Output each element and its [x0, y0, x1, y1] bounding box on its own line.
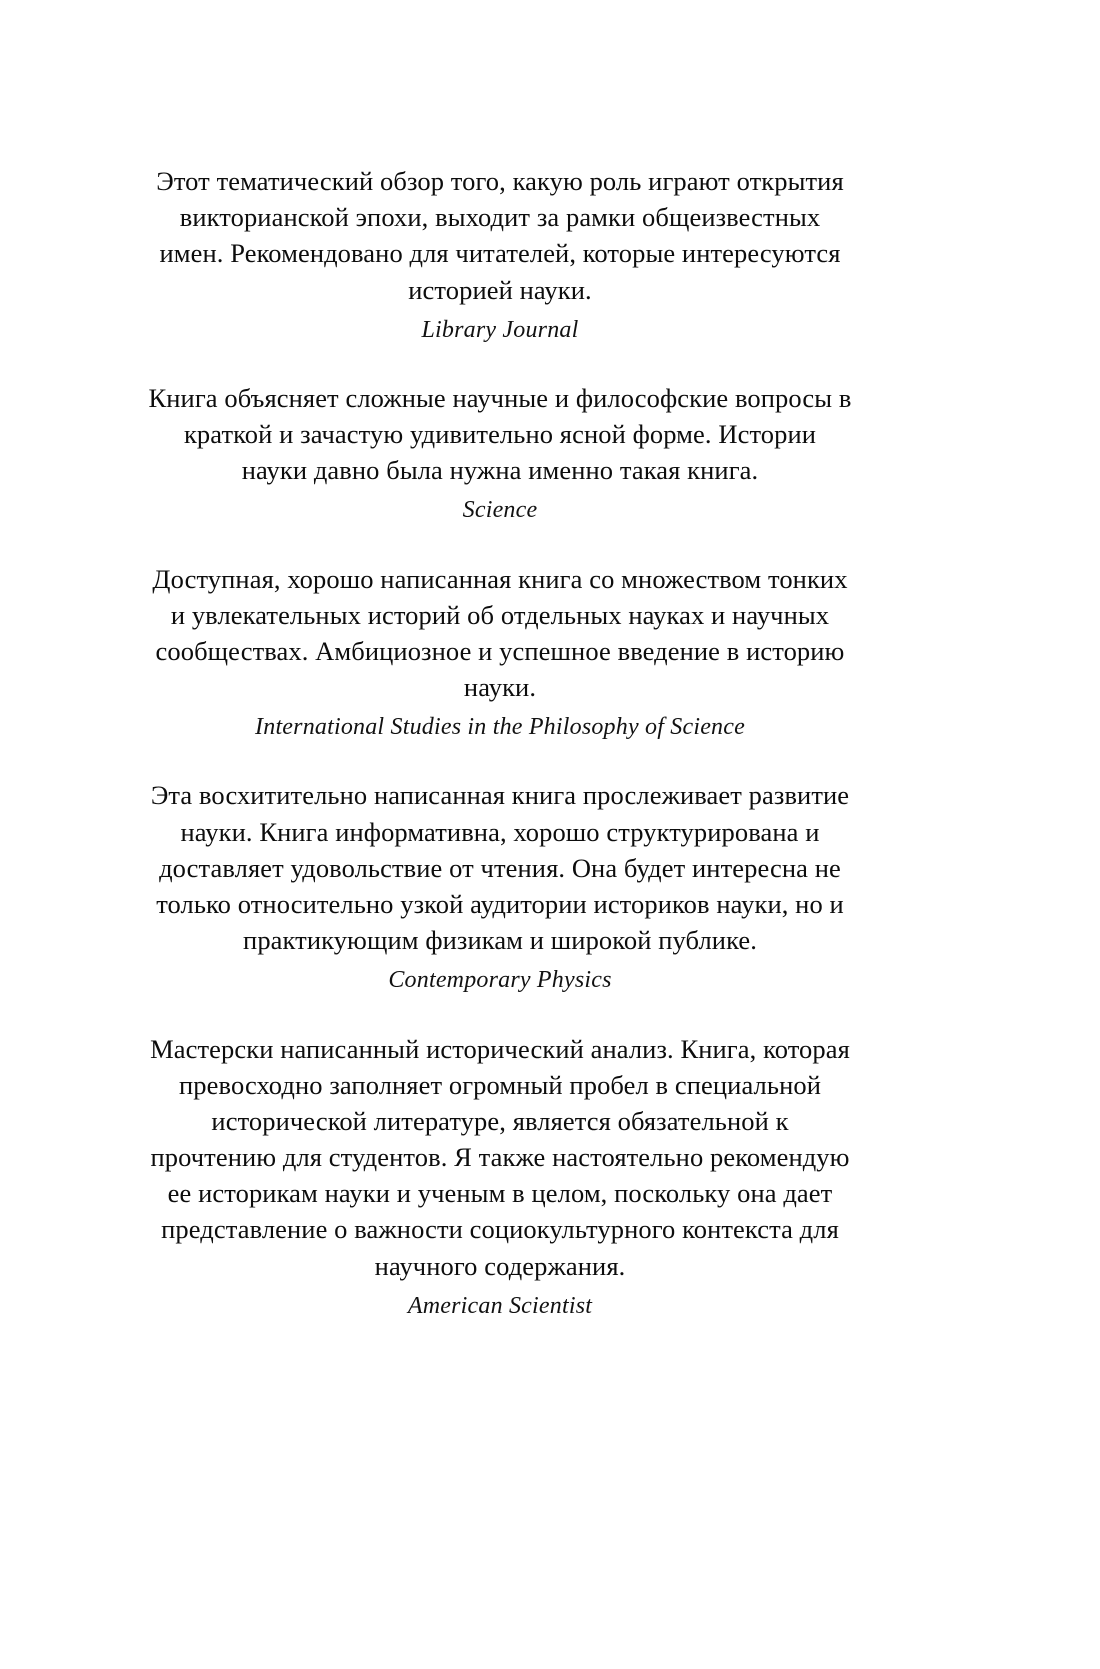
- quote-source: Contemporary Physics: [388, 967, 612, 994]
- quote-source: American Scientist: [407, 1292, 593, 1319]
- quote-text: Этот тематический обзор того, какую роль играют открытия викторианской эпохи, выходит за рамки общеизвестных имен. Рекомендовано для читателей, которые интересуются историей науки.: [156, 166, 844, 305]
- quote-text: Эта восхитительно написанная книга прослеживает развитие науки. Книга информативна, хорошо структурирована и доставляет удовольствие от чтения. Она будет интересна не только относительно узкой аудитории историков науки, но и практикующим физикам и широкой публике.: [150, 780, 850, 956]
- praise-quote-block: [148, 561, 852, 744]
- quote-text: Доступная, хорошо написанная книга со множеством тонких и увлекательных историй об отдельных науках и научных сообществах. Амбициозное и успешное введение в историю науки.: [152, 563, 848, 703]
- praise-quote-block: [148, 1031, 852, 1322]
- praise-quote-block: [148, 380, 852, 527]
- quote-source: Science: [462, 497, 538, 524]
- quote-text: Мастерски написанный исторический анализ. Книга, которая превосходно заполняет огромный пробел в специальной исторической литературе, является обязательной к прочтению для студентов. Я также настоятельно рекомендую ее историкам науки и ученым в целом, поскольку она дает представление о важности социокультурного контекста для научного содержания.: [150, 1033, 850, 1281]
- praise-quotes-container: [148, 163, 852, 1322]
- quote-text: Книга объясняет сложные научные и философские вопросы в краткой и зачастую удивительно ясной форме. Истории науки давно была нужна именно такая книга.: [148, 382, 852, 486]
- quote-source: Library Journal: [421, 316, 579, 343]
- quote-source: International Studies in the Philosophy of Science: [255, 714, 745, 741]
- praise-quote-block: [148, 163, 852, 346]
- praise-quote-block: [148, 777, 852, 996]
